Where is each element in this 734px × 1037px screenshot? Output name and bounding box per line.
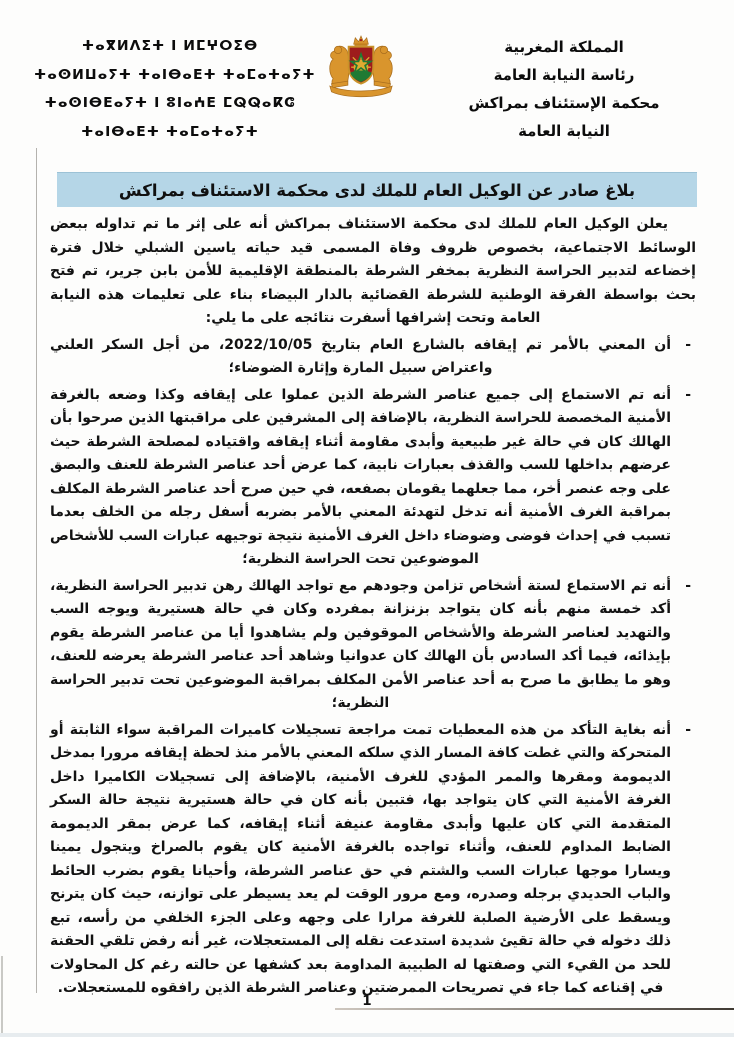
list-item — [50, 384, 696, 572]
bullet-dash: - — [685, 577, 691, 594]
tifinagh-line-prosecution: ⵜⴰⵏⴱⴰⴹⵜ ⵜⴰⵎⴰⵜⴰⵢⵜ — [81, 123, 259, 140]
tifinagh-line-court: ⵜⴰⵙⵏⴱⴹⴰⵢⵜ ⵏ ⵓⵏⴰⵄⴹ ⵎⵕⵕⴰⴽⵛ — [44, 95, 296, 111]
list-item — [50, 575, 696, 716]
header-line-court: محكمة الإستئناف بمراكش — [468, 94, 660, 112]
tifinagh-line-kingdom: ⵜⴰⴳⵍⴷⵉⵜ ⵏ ⵍⵎⵖⵔⵉⴱ — [81, 38, 259, 54]
finding-witnesses: أنه تم الاستماع لستة أشخاص تزامن وجودهم مع تواجد الهالك رهن تدبير الحراسة النظرية، أكد خمسة منهم بأنه كان يتواجد بزنزانة بمفرده وكان في حالة هستيرية ويوجه السب والتهديد لعناصر الشرطة والأشخاص الموقوفين ولم يشاهدوا أيا من عناصر الشرطة يقوم بإيذائه، فيما أكد السادس بأن الهالك كان عدوانيا وشاهد أحد عناصر الشرطة يعرضه للعنف، وهو ما يطابق ما صرح به أحد عناصر الأمن المكلف بمراقبة الموضوعين تحت تدبير الحراسة النظرية؛ — [50, 577, 671, 711]
list-item — [50, 334, 696, 381]
finding-arrest: أن المعني بالأمر تم إيقافه بالشارع العام بتاريخ 2022/10/05، من أجل السكر العلني واعتراض سبيل المارة وإثارة الضوضاء؛ — [50, 336, 671, 376]
letterhead-arabic — [416, 33, 712, 145]
letterhead-tifinagh — [34, 32, 316, 146]
finding-police-hearings: أنه تم الاستماع إلى جميع عناصر الشرطة الذين عملوا على إيقافه وكذا وضعه بالغرفة الأمنية المخصصة للحراسة النظرية، بالإضافة إلى المشرفين على مراقبتها الذين صرحوا بأن الهالك كان في حالة غير طبيعية وأبدى مقاومة أثناء إيقافه واقتياده لمصلحة الشرطة حيث عرضهم بداخلها للسب والقذف بعبارات نابية، كما عرض أحد عناصر الشرطة للعنف والبصق على وجه عنصر أخر، مما جعلهما يقومان بصفعه، في حين صرح أحد عناصر الشرطة المكلف بمراقبة الغرف الأمنية أنه تدخل لتهدئة المعني بالأمر بضربه أسفل رجله من الخلف بعدما تسبب في إحداث فوضى وضوضاء داخل الغرف الأمنية نتيجة توجيهه عبارات السب للأشخاص الموضوعين تحت الحراسة النظرية؛ — [50, 386, 671, 567]
scan-fold-line — [36, 148, 37, 993]
bullet-dash: - — [685, 386, 691, 403]
document-title-bar — [57, 172, 697, 207]
findings-list — [50, 334, 696, 1001]
scan-bottom-strip — [0, 1033, 734, 1037]
moroccan-coat-of-arms-icon — [320, 34, 402, 102]
document-body — [50, 213, 696, 1001]
header-line-presidency: رئاسة النيابة العامة — [493, 66, 635, 84]
page-number: 1 — [362, 993, 372, 1009]
header-line-kingdom: المملكة المغربية — [504, 38, 624, 56]
bullet-dash: - — [685, 721, 691, 738]
intro-paragraph: يعلن الوكيل العام للملك لدى محكمة الاستئناف بمراكش أنه على إثر ما تم تداوله ببعض الوسائط الاجتماعية، بخصوص ظروف وفاة المسمى قيد حياته ياسين الشبلي خلال فترة إخضاعه لتدبير الحراسة النظرية بمخفر الشرطة بالمنطقة الإقليمية للأمن بابن جرير، تم فتح بحث بواسطة الفرقة الوطنية للشرطة القضائية بالدار البيضاء بناء على تعليمات هذه النيابة العامة وتحت إشرافها أسفرت نتائجه على ما يلي: — [50, 216, 696, 326]
tifinagh-line-presidency: ⵜⴰⵙⵍⵡⴰⵢⵜ ⵜⴰⵏⴱⴰⴹⵜ ⵜⴰⵎⴰⵜⴰⵢⵜ — [34, 66, 316, 83]
header-line-prosecution: النيابة العامة — [518, 122, 610, 140]
finding-cctv: أنه بغاية التأكد من هذه المعطيات تمت مراجعة تسجيلات كاميرات المراقبة سواء الثابتة أو المتحركة والتي غطت كافة المسار الذي سلكه المعني بالأمر منذ لحظة إيقافه مرورا بمدخل الديمومة ومقرها والممر المؤدي للغرف الأمنية، بالإضافة إلى تسجيلات الكاميرا داخل الغرفة الأمنية التي كان يتواجد بها، فتبين بأنه كان في حالة هستيرية نتيجة حالة السكر المتقدمة التي كان عليها وأبدى مقاومة عنيفة أثناء إيقافه، كما عرض بمقر الديمومة الضابط المداوم للعنف، وأثناء تواجده بالغرفة الأمنية كان يقوم بالصراخ ويتجول يمينا ويسارا موجها عبارات السب والشتم في حق عناصر الشرطة، وأحيانا يقوم بضرب الحائط والباب الحديدي برجله وصدره، ومع مرور الوقت لم يعد يسيطر على توازنه، حيث كان يترنح ويسقط على الأرضية الصلبة للغرفة مرارا على وجهه وعلى الجزء الخلفي من رأسه، تبع ذلك دخوله في حالة تقيئ شديدة استدعت نقله إلى المستعجلات، غير أنه رفض تلقي الحقنة للحد من القيء التي وصفتها له الطبيبة المداومة بعد كشفها عن حالته رغم كل المحاولات في إقناعه كما جاء في تصريحات الممرضتين وعناصر الشرطة الذين رافقوه للمستعجلات. — [50, 721, 671, 996]
document-title: بلاغ صادر عن الوكيل العام للملك لدى محكمة الاستئناف بمراكش — [118, 180, 636, 200]
bullet-dash: - — [685, 336, 691, 353]
list-item — [50, 719, 696, 1001]
